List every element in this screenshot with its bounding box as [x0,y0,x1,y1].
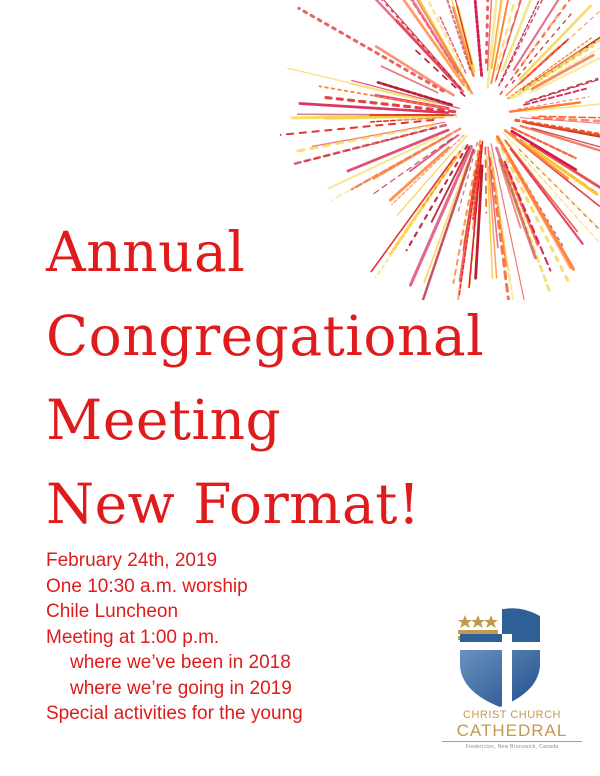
event-details [46,548,303,727]
firework-streak [485,147,486,213]
title-line-congregational: Congregational [46,304,485,368]
detail-worship: One 10:30 a.m. worship [46,575,248,597]
firework-streak [299,8,443,91]
church-logo [432,604,592,754]
detail-luncheon: Chile Luncheon [46,601,179,622]
logo-name-line2: CATHEDRAL [456,721,568,740]
firework-streak [528,123,600,136]
detail-activities: Special activities for the young [46,703,303,724]
shield-cross-icon [432,604,592,708]
title-line-annual: Annual [46,220,246,284]
detail-where-going: where we’re going in 2019 [70,677,292,699]
title-line-new-format: New Format! [46,472,421,536]
firework-streak [295,125,433,152]
logo-name-line1: CHRIST CHURCH [463,709,561,721]
firework-streak [352,81,459,109]
stars-icon [458,615,498,628]
detail-date: February 24th, 2019 [46,550,218,571]
detail-where-been: where we’ve been in 2018 [70,652,291,673]
logo-location: Fredericton, New Brunswick, Canada [465,744,559,750]
detail-meeting-time: Meeting at 1:00 p.m. [46,626,220,648]
event-title [46,210,484,546]
title-line-meeting: Meeting [46,388,282,452]
logo-divider [442,741,582,742]
